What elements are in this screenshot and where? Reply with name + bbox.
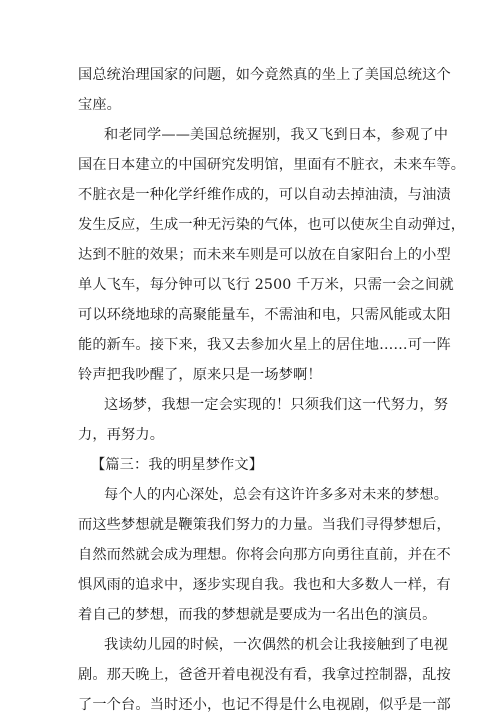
text-line: 着自己的梦想，而我的梦想就是要成为一名出色的演员。 (78, 607, 437, 623)
text-line: 可以环绕地球的高聚能量车，不需油和电，只需风能或太阳 (78, 307, 451, 323)
text-line: 每个人的内心深处，总会有这许许多多对未来的梦想。 (104, 487, 449, 503)
text-line: 发生反应，生成一种无污染的气体，也可以使灰尘自动弹过， (78, 217, 466, 233)
text-line: 单人飞车，每分钟可以飞行 2500 千万米，只需一会之间就 (78, 277, 454, 293)
text-line: 宝座。 (78, 97, 122, 113)
text-line: 惧风雨的追求中，逐步实现自我。我也和大多数人一样，有 (78, 577, 451, 593)
text-line: 和老同学——美国总统握别，我又飞到日本，参观了中 (104, 127, 449, 143)
section-heading: 【篇三：我的明星梦作文】 (91, 457, 264, 473)
text-line: 剧。那天晚上，爸爸开着电视没有看，我拿过控制器，乱按 (78, 667, 451, 683)
text-line: 自然而然就会成为理想。你将会向那方向勇往直前，并在不 (78, 547, 451, 563)
text-line: 力，再努力。 (78, 427, 165, 443)
text-line: 我读幼儿园的时候，一次偶然的机会让我接触到了电视 (104, 637, 449, 653)
text-line: 了一个台。当时还小，也记不得是什么电视剧，似乎是一部 (78, 697, 451, 713)
text-line: 而这些梦想就是鞭策我们努力的力量。当我们寻得梦想后， (78, 517, 451, 533)
text-line: 铃声把我吵醒了，原来只是一场梦啊！ (78, 367, 322, 383)
text-line: 国总统治理国家的问题，如今竟然真的坐上了美国总统这个 (78, 67, 451, 83)
text-line: 这场梦，我想一定会实现的！只须我们这一代努力，努 (104, 397, 449, 413)
text-line: 不脏衣是一种化学纤维作成的，可以自动去掉油渍，与油渍 (78, 187, 451, 203)
text-line: 达到不脏的效果；而未来车则是可以放在自家阳台上的小型 (78, 247, 451, 263)
text-line: 国在日本建立的中国研究发明馆，里面有不脏衣，未来车等。 (78, 157, 466, 173)
text-line: 能的新车。接下来，我又去参加火星上的居住地……可一阵 (78, 337, 451, 353)
